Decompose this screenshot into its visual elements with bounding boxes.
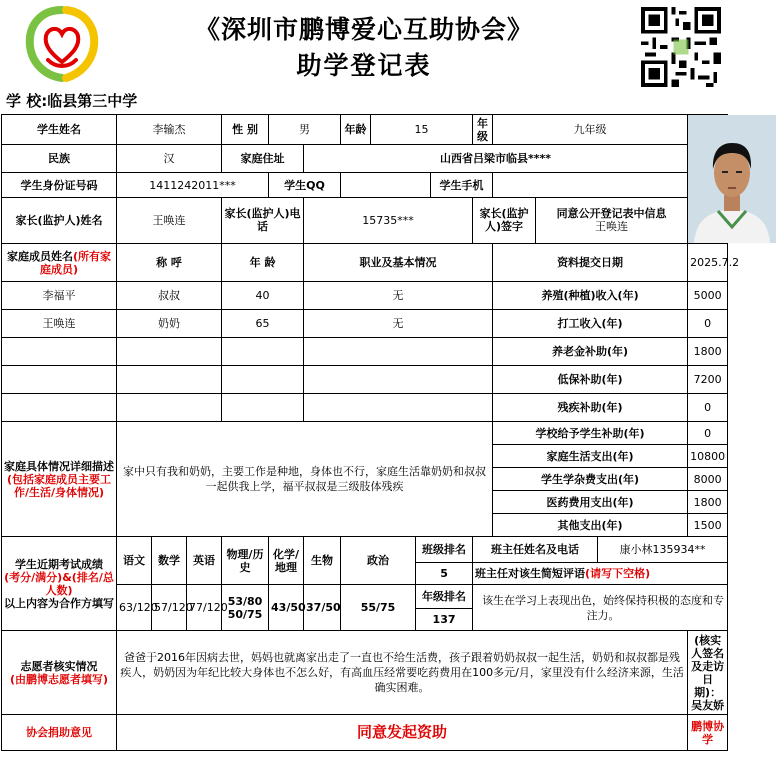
- row-volunteer: [2, 631, 728, 715]
- family-member-row-empty: [2, 338, 728, 366]
- qr-code-icon: [641, 7, 721, 87]
- family-desc-label-main: 家庭具体情况详细描述: [4, 459, 114, 473]
- member-job-empty: [304, 338, 493, 366]
- ethnicity-label: 民族: [2, 145, 117, 173]
- row-ethnicity: [2, 145, 728, 173]
- finance-label: 其他支出(年): [493, 514, 688, 537]
- scores-label-main1: 学生近期考试成绩: [15, 557, 103, 571]
- finance-value: 5000: [688, 282, 728, 310]
- subject-header: 语文: [117, 537, 152, 585]
- student-name-value: 李输杰: [117, 115, 222, 145]
- address-value: 山西省吕梁市临县****: [304, 145, 688, 173]
- submit-date-label: 资料提交日期: [493, 244, 688, 282]
- id-label: 学生身份证号码: [2, 173, 117, 197]
- verifier-label: (核实人签名及走访日期)：吴友娇: [688, 631, 728, 715]
- member-relation-empty: [117, 394, 222, 422]
- score-value: 77/120: [187, 585, 222, 631]
- volunteer-text: 爸爸于2016年因病去世，妈妈也就离家出走了一直也不给生活费，孩子跟着奶奶叔叔一起生活，奶奶和叔叔都是残疾人，奶奶因为年纪比较大身体也不怎么好，有高血压经常要吃药费用在100多元/月，家里没有什么经济来源，生活确实困难。: [117, 631, 688, 715]
- form-header: [0, 0, 728, 88]
- student-photo: [688, 115, 728, 244]
- guardian-name-value: 王唤连: [117, 197, 222, 243]
- row-family-header: [2, 244, 728, 282]
- family-desc-label: [2, 422, 117, 537]
- opinion-value: 同意发起资助: [357, 722, 448, 741]
- consent-name: 王唤连: [595, 220, 629, 234]
- form-title-line1: 《深圳市鹏博爱心互助协会》: [194, 15, 533, 44]
- finance-value: 1800: [688, 491, 728, 514]
- teacher-comment-label-note: (请写下空格): [585, 567, 651, 580]
- school-line: [6, 90, 137, 111]
- qq-label: 学生QQ: [269, 173, 341, 197]
- teacher-comment-label-main: 班主任对该生简短评语: [475, 567, 586, 580]
- subject-header: 生物: [304, 537, 341, 585]
- member-job-empty: [304, 366, 493, 394]
- scores-label-main2: 以上内容为合作方填写: [4, 596, 114, 610]
- family-member-row-empty: [2, 366, 728, 394]
- ethnicity-value: 汉: [117, 145, 222, 173]
- members-label-main: 家庭成员姓名: [6, 249, 73, 263]
- org-signature: 鹏博协学: [688, 715, 728, 751]
- score-value: 37/50: [304, 585, 341, 631]
- gender-label: 性 别: [222, 115, 269, 145]
- opinion-label: 协会捐助意见: [2, 715, 117, 751]
- id-value: 1411242011***: [117, 173, 269, 197]
- member-age-header: 年 龄: [222, 244, 304, 282]
- score-value: 55/75: [341, 585, 416, 631]
- finance-label: 低保补助(年): [493, 366, 688, 394]
- student-name-label: 学生姓名: [2, 115, 117, 145]
- subject-header: 物理/历史: [222, 537, 269, 585]
- guardian-phone-value: 15735***: [304, 197, 473, 243]
- guardian-phone-label: 家长(监护人)电话: [222, 197, 304, 243]
- guardian-name-label: 家长(监护人)姓名: [2, 197, 117, 243]
- finance-value: 1500: [688, 514, 728, 537]
- submit-date-value: 2025.7.2: [688, 244, 728, 282]
- row-guardian: [2, 197, 728, 243]
- grade-value: 九年级: [493, 115, 688, 145]
- member-name-empty: [2, 366, 117, 394]
- subject-header: 化学/地理: [269, 537, 304, 585]
- member-age-empty: [222, 394, 304, 422]
- volunteer-label: [2, 631, 117, 715]
- row-family-desc-1: [2, 422, 728, 445]
- members-label-note: (所有家庭成员): [39, 249, 112, 276]
- teacher-value: 康小林135934**: [598, 537, 728, 563]
- gender-value: 男: [269, 115, 341, 145]
- family-desc-label-note: (包括家庭成员主要工作/生活/身体情况): [6, 472, 112, 499]
- member-relation: 叔叔: [117, 282, 222, 310]
- family-desc-text: 家中只有我和奶奶，主要工作是种地，身体也不行，家庭生活靠奶奶和叔叔一起供我上学，福平叔叔是三级肢体残疾: [117, 422, 493, 537]
- age-value: 15: [371, 115, 473, 145]
- phone-label: 学生手机: [431, 173, 493, 197]
- member-name: 李福平: [2, 282, 117, 310]
- finance-value: 0: [688, 422, 728, 445]
- member-name-empty: [2, 338, 117, 366]
- finance-value: 7200: [688, 366, 728, 394]
- score-value: 57/120: [152, 585, 187, 631]
- score-value: 43/50: [269, 585, 304, 631]
- family-member-row: [2, 282, 728, 310]
- finance-label: 学校给予学生补助(年): [493, 422, 688, 445]
- finance-label: 学生学杂费支出(年): [493, 468, 688, 491]
- student-photo-icon: [688, 115, 776, 243]
- relation-header: 称 呼: [117, 244, 222, 282]
- finance-value: 0: [688, 310, 728, 338]
- phone-value: [493, 173, 688, 197]
- class-rank-label: 班级排名: [416, 537, 473, 563]
- row-footer: [2, 715, 728, 751]
- member-age: 40: [222, 282, 304, 310]
- class-rank-value: 5: [416, 563, 473, 585]
- grade-rank-value: 137: [416, 609, 473, 631]
- finance-value: 10800: [688, 445, 728, 468]
- volunteer-label-main: 志愿者核实情况: [20, 659, 98, 673]
- teacher-comment-label: [473, 563, 728, 585]
- row-student-name: [2, 115, 728, 145]
- volunteer-label-note: (由鹏博志愿者填写): [9, 672, 109, 686]
- subject-header: 政治: [341, 537, 416, 585]
- member-age-empty: [222, 338, 304, 366]
- address-label: 家庭住址: [222, 145, 304, 173]
- consent-cell: [536, 197, 688, 243]
- age-label: 年龄: [341, 115, 371, 145]
- finance-value: 1800: [688, 338, 728, 366]
- grade-rank-label: 年级排名: [416, 585, 473, 609]
- row-id: [2, 173, 728, 197]
- scores-label: [2, 537, 117, 631]
- score-value: 63/120: [117, 585, 152, 631]
- member-age-empty: [222, 366, 304, 394]
- member-age: 65: [222, 310, 304, 338]
- opinion-cell: [117, 715, 688, 751]
- member-name: 王唤连: [2, 310, 117, 338]
- finance-value: 8000: [688, 468, 728, 491]
- finance-label: 医药费用支出(年): [493, 491, 688, 514]
- guardian-sign-label: 家长(监护人)签字: [473, 197, 536, 243]
- subject-header: 数学: [152, 537, 187, 585]
- member-relation-empty: [117, 366, 222, 394]
- scores-label-note: (考分/满分)&(排名/总人数): [4, 570, 114, 597]
- teacher-label: 班主任姓名及电话: [473, 537, 598, 563]
- family-member-row-empty: [2, 394, 728, 422]
- finance-label: 养老金补助(年): [493, 338, 688, 366]
- school-name: 临县第三中学: [47, 92, 138, 110]
- subject-header: 英语: [187, 537, 222, 585]
- finance-label: 打工收入(年): [493, 310, 688, 338]
- member-relation-empty: [117, 338, 222, 366]
- qq-value: [341, 173, 431, 197]
- row-scores-subjects: [2, 537, 728, 563]
- grade-label: 年级: [473, 115, 493, 145]
- score-value: 53/80 50/75: [222, 585, 269, 631]
- finance-label: 家庭生活支出(年): [493, 445, 688, 468]
- member-job: 无: [304, 282, 493, 310]
- family-member-row: [2, 310, 728, 338]
- member-job: 无: [304, 310, 493, 338]
- school-label: 学 校:: [6, 92, 48, 110]
- finance-label: 残疾补助(年): [493, 394, 688, 422]
- teacher-comment: 该生在学习上表现出色，始终保持积极的态度和专注力。: [473, 585, 728, 631]
- consent-label: 同意公开登记表中信息: [556, 207, 667, 221]
- form-title-line2: 助学登记表: [296, 51, 432, 80]
- job-header: 职业及基本情况: [304, 244, 493, 282]
- finance-label: 养殖(种植)收入(年): [493, 282, 688, 310]
- member-name-empty: [2, 394, 117, 422]
- member-relation: 奶奶: [117, 310, 222, 338]
- member-job-empty: [304, 394, 493, 422]
- members-label: [2, 244, 117, 282]
- finance-value: 0: [688, 394, 728, 422]
- registration-table: [1, 114, 740, 751]
